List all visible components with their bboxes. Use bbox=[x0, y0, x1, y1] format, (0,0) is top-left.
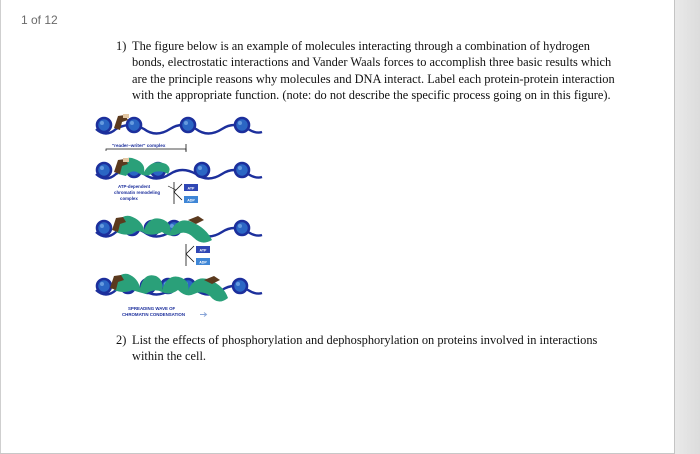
chromatin-row-1 bbox=[96, 114, 262, 134]
nucleosome bbox=[127, 118, 141, 132]
nucleosome bbox=[97, 163, 111, 177]
question-line: bonds, electrostatic interactions and Vander Waals forces to accomplish three basic results which bbox=[132, 55, 612, 70]
question-line: The figure below is an example of molecules interacting through a combination of hydrogen bbox=[132, 39, 590, 53]
viewer-left-edge bbox=[0, 0, 1, 454]
nucleosome bbox=[235, 221, 249, 235]
spreading-label-line: CHROMATIN CONDENSATION bbox=[122, 312, 186, 317]
atp-label: ATP bbox=[187, 186, 195, 191]
remodeling-label-line: chromatin remodeling bbox=[114, 190, 161, 195]
chromatin-figure bbox=[92, 112, 272, 322]
adp-label: ADP bbox=[187, 198, 195, 203]
remodeling-label bbox=[114, 184, 161, 201]
remodeling-label-line: ATP-dependent bbox=[118, 184, 151, 189]
nucleosome bbox=[97, 118, 111, 132]
question-line: with the appropriate function. (note: do not describe the specific process going on in this figure). bbox=[132, 88, 611, 103]
arrow-split bbox=[186, 244, 194, 266]
nucleosome bbox=[195, 163, 209, 177]
reader-tag bbox=[123, 158, 129, 162]
viewer-scroll-gutter[interactable] bbox=[674, 0, 700, 454]
question-line: are the principle reasons why molecules and DNA interact. Label each protein-protein interaction bbox=[132, 71, 615, 86]
question-line: within the cell. bbox=[132, 349, 206, 364]
nucleosome bbox=[233, 279, 247, 293]
reader-writer-label: "reader–writer" complex bbox=[112, 143, 166, 148]
spreading-label bbox=[122, 306, 185, 317]
question-text bbox=[132, 332, 597, 365]
adp-label: ADP bbox=[199, 260, 207, 265]
chromatin-row-3 bbox=[96, 216, 262, 243]
arrow-split bbox=[174, 182, 182, 204]
question-number: 2) bbox=[116, 333, 127, 347]
question-text bbox=[132, 38, 615, 104]
nucleosome bbox=[97, 279, 111, 293]
reader-tag bbox=[123, 114, 129, 118]
pointer-line bbox=[168, 186, 176, 190]
remodeling-label-line: complex bbox=[120, 196, 138, 201]
question-number: 1) bbox=[116, 39, 127, 53]
chromatin-row-2 bbox=[96, 158, 262, 179]
nucleosome bbox=[235, 163, 249, 177]
bracket bbox=[106, 149, 186, 151]
spreading-label-line: SPREADING WAVE OF bbox=[128, 306, 176, 311]
page-counter: 1 of 12 bbox=[21, 13, 58, 27]
atp-label: ATP bbox=[199, 248, 207, 253]
question-line: List the effects of phosphorylation and dephosphorylation on proteins involved in interactions bbox=[132, 333, 598, 347]
nucleosome bbox=[235, 118, 249, 132]
chromatin-row-4 bbox=[96, 274, 262, 302]
nucleosome bbox=[181, 118, 195, 132]
nucleosome bbox=[97, 221, 111, 235]
spreading-arrow bbox=[200, 313, 207, 317]
